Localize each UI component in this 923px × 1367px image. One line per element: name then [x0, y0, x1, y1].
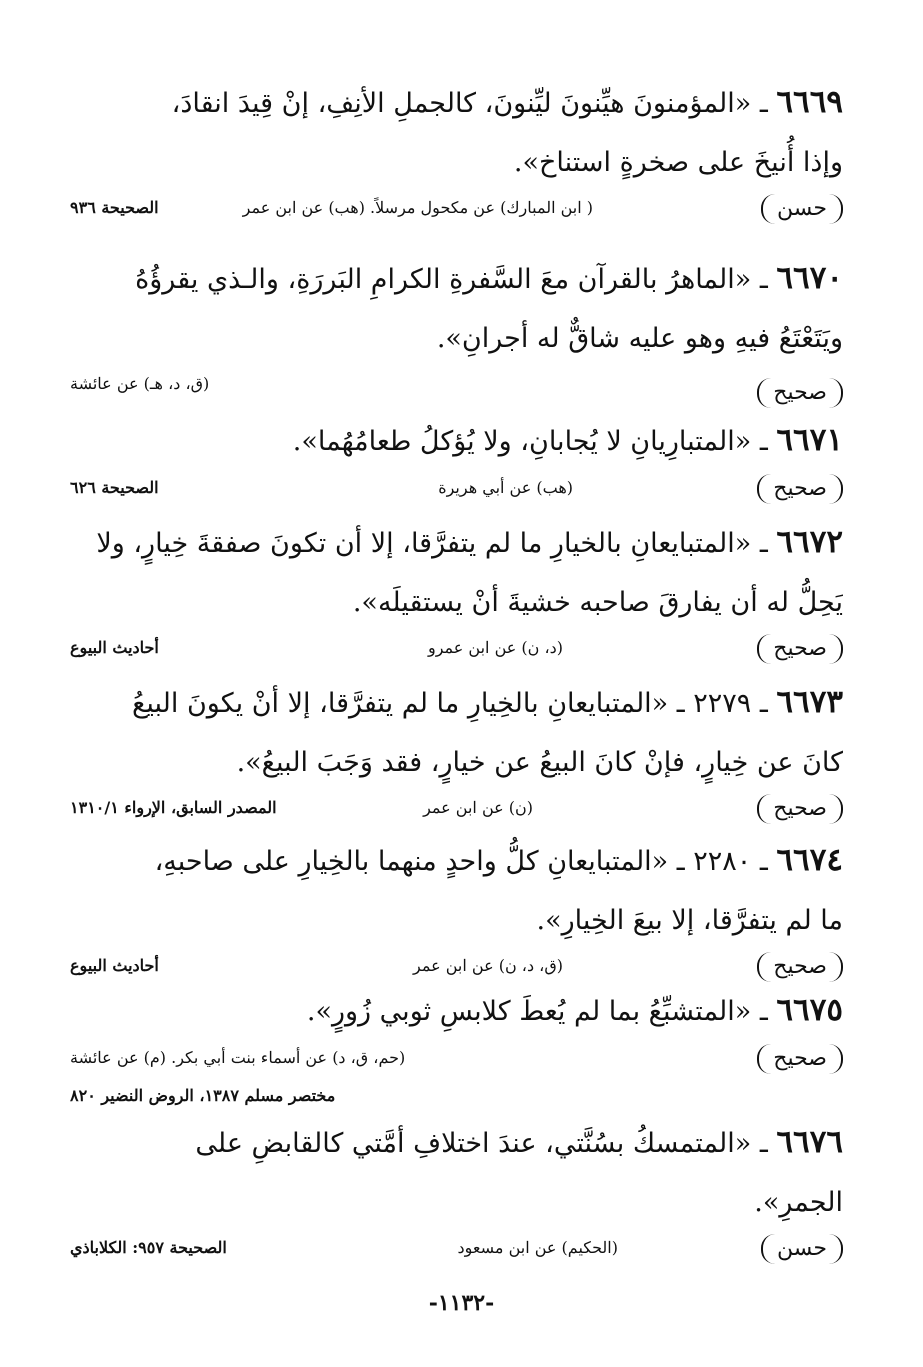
hadith-meta — [70, 192, 843, 232]
reference-text: مختصر مسلم ١٣٨٧، الروض النضير ٨٢٠ — [70, 1086, 336, 1105]
hadith-text: «المتبايعانِ كلُّ واحدٍ منهما بالخِيارِ على صاحبهِ، — [154, 846, 669, 877]
grade-label: صحيح — [757, 634, 843, 664]
hadith-meta — [70, 792, 843, 832]
hadith-text-line: ٦٦٧٣ ـ ٢٢٧٩ ـ «المتبايعانِ بالخِيارِ ما لم يتفرَّقا، إلا أنْ يكونَ البيعُ — [131, 684, 843, 720]
reference-text: الصحيحة ٩٥٧: الكلاباذي — [70, 1238, 227, 1257]
hadith-text-line: ٦٦٧٠ ـ «الماهرُ بالقرآن معَ السَّفرةِ الكرامِ البَررَةِ، والـذي يقرؤُهُ — [135, 260, 843, 296]
hadith-entry-6674 — [70, 830, 843, 990]
hadith-text: «المتمسكُ بسُنَّتي، عندَ اختلافِ أمَّتي كالقابضِ على — [195, 1128, 752, 1159]
grade-label: صحيح — [757, 794, 843, 824]
hadith-number: ٦٦٧٣ — [776, 684, 843, 720]
hadith-text-line: ٦٦٧١ ـ «المتبارِيانِ لا يُجابانِ، ولا يُؤكلُ طعامُهُما». — [292, 422, 843, 458]
hadith-text-line: ٦٦٧٤ ـ ٢٢٨٠ ـ «المتبايعانِ كلُّ واحدٍ منهما بالخِيارِ على صاحبهِ، — [154, 842, 843, 878]
hadith-secondary-number: ٢٢٨٠ — [693, 846, 752, 877]
hadith-number: ٦٦٧٦ — [776, 1124, 843, 1160]
grade-label: حسن — [761, 194, 843, 224]
hadith-meta — [70, 1232, 843, 1272]
hadith-text: «المتبارِيانِ لا يُجابانِ، ولا يُؤكلُ طعامُهُما». — [292, 426, 752, 457]
grade-label: صحيح — [757, 474, 843, 504]
hadith-text-continuation: ويَتَعْتَعُ فيهِ وهو عليه شاقٌّ له أجرانِ». — [436, 323, 843, 354]
hadith-text: «المتشبِّعُ بما لم يُعطَ كلابسِ ثوبي زُورٍ». — [306, 996, 752, 1027]
hadith-text-continuation: الجمرِ». — [754, 1187, 843, 1218]
hadith-text-continuation: ما لم يتفرَّقا، إلا بيعَ الخِيارِ». — [536, 905, 843, 936]
source-text: (ق، د، ن) عن ابن عمر — [413, 956, 563, 975]
hadith-number: ٦٦٧٠ — [776, 260, 843, 296]
hadith-text: «المؤمنونَ هيِّنونَ ليِّنونَ، كالجملِ الأنِفِ، إنْ قِيدَ انقادَ، — [171, 88, 752, 119]
source-text: (د، ن) عن ابن عمرو — [427, 638, 563, 657]
hadith-number: ٦٦٧٢ — [776, 524, 843, 560]
reference-text: المصدر السابق، الإرواء ١٣١٠/١ — [70, 798, 277, 817]
hadith-text: «المتبايعانِ بالخيارِ ما لم يتفرَّقا، إلا أن تكونَ صفقةَ خِيارٍ، ولا — [96, 528, 752, 559]
source-text: (حم، ق، د) عن أسماء بنت أبي بكر. (م) عن عائشة — [70, 1048, 406, 1067]
hadith-secondary-number: ٢٢٧٩ — [693, 688, 752, 719]
source-text: ( ابن المبارك) عن مكحول مرسلاً. (هب) عن ابن عمر — [242, 198, 593, 217]
hadith-meta — [70, 632, 843, 672]
hadith-number: ٦٦٧٤ — [776, 842, 843, 878]
hadith-entry-6670 — [70, 248, 843, 414]
hadith-meta — [70, 1042, 843, 1082]
source-text: (ن) عن ابن عمر — [423, 798, 533, 817]
hadith-text-line: ٦٦٧٢ ـ «المتبايعانِ بالخيارِ ما لم يتفرَّقا، إلا أن تكونَ صفقةَ خِيارٍ، ولا — [96, 524, 843, 560]
page-number: -١١٣٢- — [428, 1290, 495, 1316]
hadith-text: «الماهرُ بالقرآن معَ السَّفرةِ الكرامِ البَررَةِ، والـذي يقرؤُهُ — [135, 264, 752, 295]
hadith-entry-6676 — [70, 1112, 843, 1272]
hadith-entry-6672 — [70, 512, 843, 672]
source-text: (ق، د، هـ) عن عائشة — [70, 374, 210, 393]
reference-text: أحاديث البيوع — [70, 638, 159, 657]
source-text: (هب) عن أبي هريرة — [438, 478, 573, 497]
reference-text: الصحيحة ٦٢٦ — [70, 478, 159, 497]
hadith-entry-6673 — [70, 672, 843, 832]
hadith-number: ٦٦٧١ — [776, 422, 843, 458]
grade-label: صحيح — [757, 378, 843, 408]
hadith-entry-6671 — [70, 410, 843, 512]
hadith-number: ٦٦٦٩ — [776, 84, 843, 120]
hadith-entry-6675 — [70, 980, 843, 1110]
hadith-text-continuation: كانَ عن خِيارٍ، فإنْ كانَ البيعُ عن خيارٍ، فقد وَجَبَ البيعُ». — [236, 747, 843, 778]
hadith-number: ٦٦٧٥ — [776, 992, 843, 1028]
hadith-text-line: ٦٦٧٦ ـ «المتمسكُ بسُنَّتي، عندَ اختلافِ أمَّتي كالقابضِ على — [195, 1124, 843, 1160]
hadith-text-line: ٦٦٧٥ ـ «المتشبِّعُ بما لم يُعطَ كلابسِ ثوبي زُورٍ». — [306, 992, 843, 1028]
hadith-meta — [70, 368, 843, 414]
hadith-meta — [70, 472, 843, 512]
reference-text: أحاديث البيوع — [70, 956, 159, 975]
hadith-text-continuation: وإذا أُنيخَ على صخرةٍ استناخ». — [513, 147, 843, 178]
hadith-text-line: ٦٦٦٩ ـ «المؤمنونَ هيِّنونَ ليِّنونَ، كالجملِ الأنِفِ، إنْ قِيدَ انقادَ، — [171, 84, 843, 120]
hadith-text: «المتبايعانِ بالخِيارِ ما لم يتفرَّقا، إلا أنْ يكونَ البيعُ — [131, 688, 669, 719]
grade-label: صحيح — [757, 952, 843, 982]
hadith-entry-6669 — [70, 72, 843, 232]
source-text: (الحكيم) عن ابن مسعود — [457, 1238, 618, 1257]
grade-label: صحيح — [757, 1044, 843, 1074]
grade-label: حسن — [761, 1234, 843, 1264]
reference-text: الصحيحة ٩٣٦ — [70, 198, 159, 217]
hadith-text-continuation: يَحِلُّ له أن يفارقَ صاحبه خشيةَ أنْ يستقيلَه». — [352, 587, 843, 618]
